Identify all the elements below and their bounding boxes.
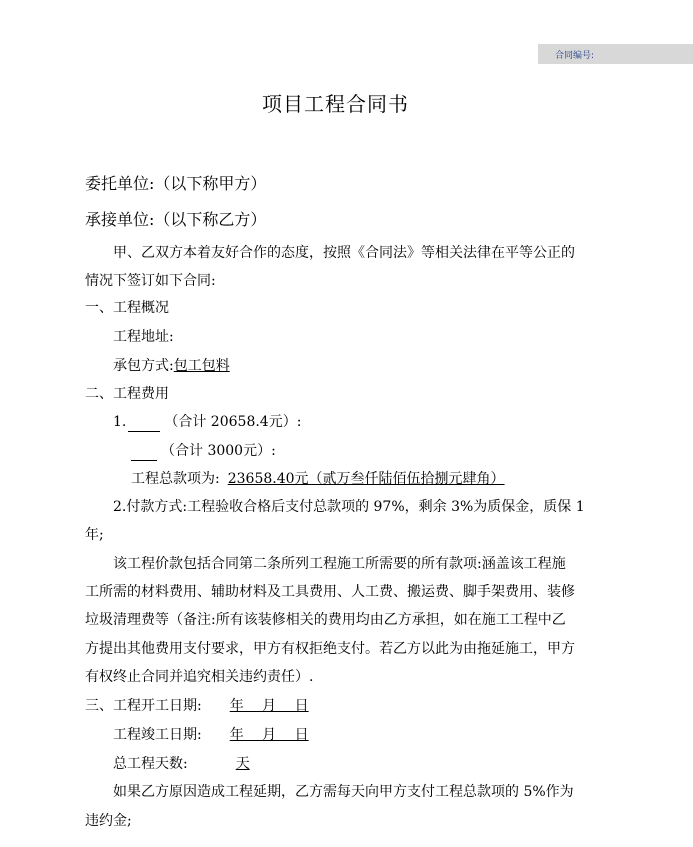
end-date-label: 工程竣工日期: [113,727,202,743]
contract-mode-value: 包工包料 [173,358,230,374]
fee-item-1 [113,412,301,432]
fee-item-2-blank [131,444,157,461]
fee-item-2-amount: （合计 3000元）: [161,443,276,459]
document-title: 项目工程合同书 [262,92,409,116]
delay-penalty-line-1: 如果乙方原因造成工程延期，乙方需每天向甲方支付工程总款项的 5%作为 [113,784,574,800]
start-date-line [85,696,315,716]
total-days-unit: 天 [235,756,250,772]
fee-item-1-blank [128,415,160,432]
total-days-line [113,754,252,774]
project-address-label: 工程地址: [113,329,174,345]
total-days-label: 总工程天数: [113,756,188,772]
note-paragraph-line: 垃圾清理费等（备注:所有该装修相关的费用均由乙方承担，如在施工工程中乙 [85,612,566,628]
note-paragraph-line: 有权终止合同并追究相关违约责任）. [85,669,314,685]
contract-number-header [538,44,693,64]
note-paragraph-line: 该工程价款包括合同第二条所列工程施工所需要的所有款项:涵盖该工程施 [113,556,566,572]
intro-paragraph-line-1: 甲、乙双方本着友好合作的态度，按照《合同法》等相关法律在平等公正的 [113,245,575,261]
party-b-line: 承接单位:（以下称乙方） [85,210,267,229]
delay-penalty-line-2: 违约金; [85,813,132,829]
party-a-line: 委托单位:（以下称甲方） [85,174,267,193]
section-1-heading: 一、工程概况 [85,300,169,316]
contract-number-label: 合同编号: [555,51,595,61]
contract-mode-label: 承包方式: [113,358,174,374]
payment-terms-line-1: 2.付款方式:工程验收合格后支付总款项的 97%，剩余 3%为质保金，质保 1 [113,499,585,515]
end-date-value: 年 月 日 [229,727,309,743]
total-amount-label: 工程总款项为: [131,471,220,487]
end-date-line [113,725,315,745]
note-paragraph-line: 工所需的材料费用、辅助材料及工具费用、人工费、搬运费、脚手架费用、装修 [85,584,575,600]
intro-paragraph-line-2: 情况下签订如下合同: [85,273,216,289]
fee-item-1-prefix: 1. [113,414,127,430]
total-amount-line [131,469,505,489]
payment-terms-line-2: 年; [85,527,104,543]
fee-item-2 [131,441,276,461]
fee-item-1-amount: （合计 20658.4元）: [164,414,302,430]
contract-mode-line [113,356,230,376]
section-2-heading: 二、工程费用 [85,386,169,402]
start-date-value: 年 月 日 [229,698,309,714]
note-paragraph-line: 方提出其他费用支付要求，甲方有权拒绝支付。若乙方以此为由拖延施工，甲方 [85,641,575,657]
total-amount-value: 23658.40元（贰万叁仟陆佰伍拾捌元肆角） [227,471,505,487]
section-3-heading: 三、工程开工日期: [85,698,202,714]
